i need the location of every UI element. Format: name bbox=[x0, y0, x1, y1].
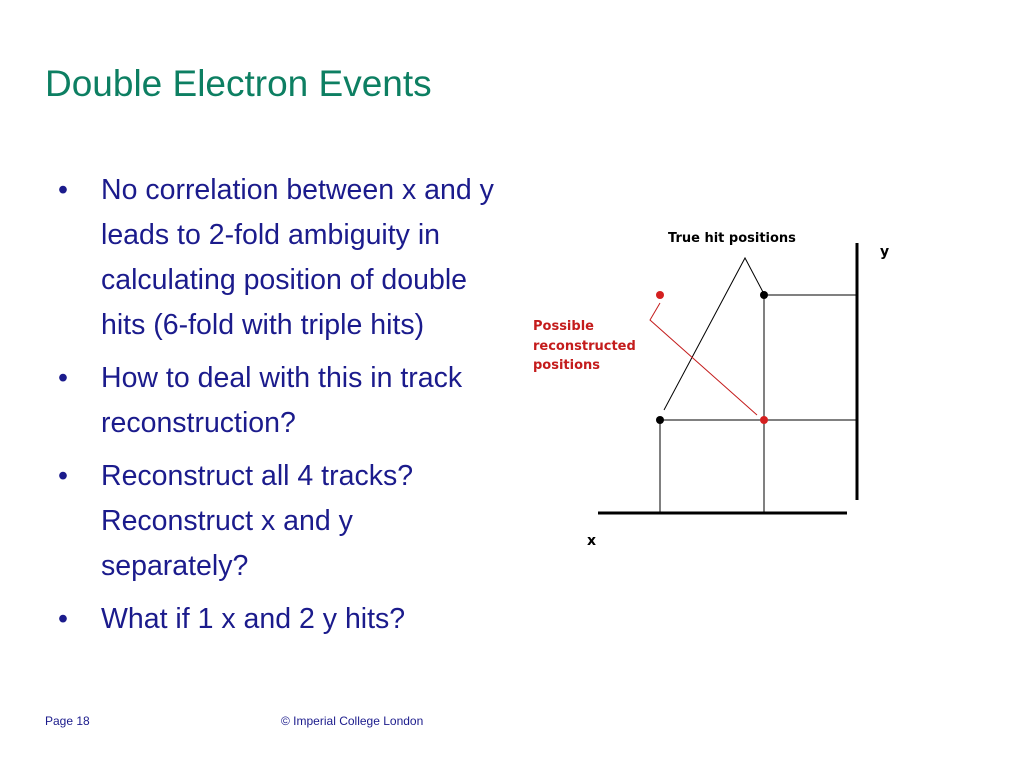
possible-label-line-2: reconstructed bbox=[533, 339, 636, 354]
true-hit-point bbox=[760, 291, 768, 299]
bullet-text: What if 1 x and 2 y hits? bbox=[101, 603, 406, 635]
bullet-icon: • bbox=[58, 362, 68, 394]
reconstructed-hit-point bbox=[760, 416, 768, 424]
possible-label-line-1: Possible bbox=[533, 319, 594, 334]
slide-title: Double Electron Events bbox=[45, 63, 432, 104]
reconstructed-callout bbox=[650, 303, 757, 415]
y-axis-label: y bbox=[880, 244, 890, 260]
reconstructed-hit-point bbox=[656, 291, 664, 299]
bullet-icon: • bbox=[58, 174, 68, 206]
bullet-text: No correlation between x and y leads to 2-fold ambiguity in calculating position of double hits (6-fold with triple hits) bbox=[101, 174, 494, 341]
bullet-icon: • bbox=[58, 603, 68, 635]
bullet-text: Reconstruct all 4 tracks? Reconstruct x and y separately? bbox=[101, 460, 414, 582]
copyright-notice: © Imperial College London bbox=[281, 714, 424, 728]
page-number: Page 18 bbox=[45, 714, 90, 728]
possible-label-line-3: positions bbox=[533, 358, 601, 373]
true-hit-point bbox=[656, 416, 664, 424]
true-hit-callout bbox=[664, 258, 764, 410]
x-axis-label: x bbox=[587, 533, 597, 549]
bullet-text: How to deal with this in track reconstruction? bbox=[101, 362, 463, 439]
true-hit-positions-label: True hit positions bbox=[668, 231, 796, 246]
bullet-icon: • bbox=[58, 460, 68, 492]
